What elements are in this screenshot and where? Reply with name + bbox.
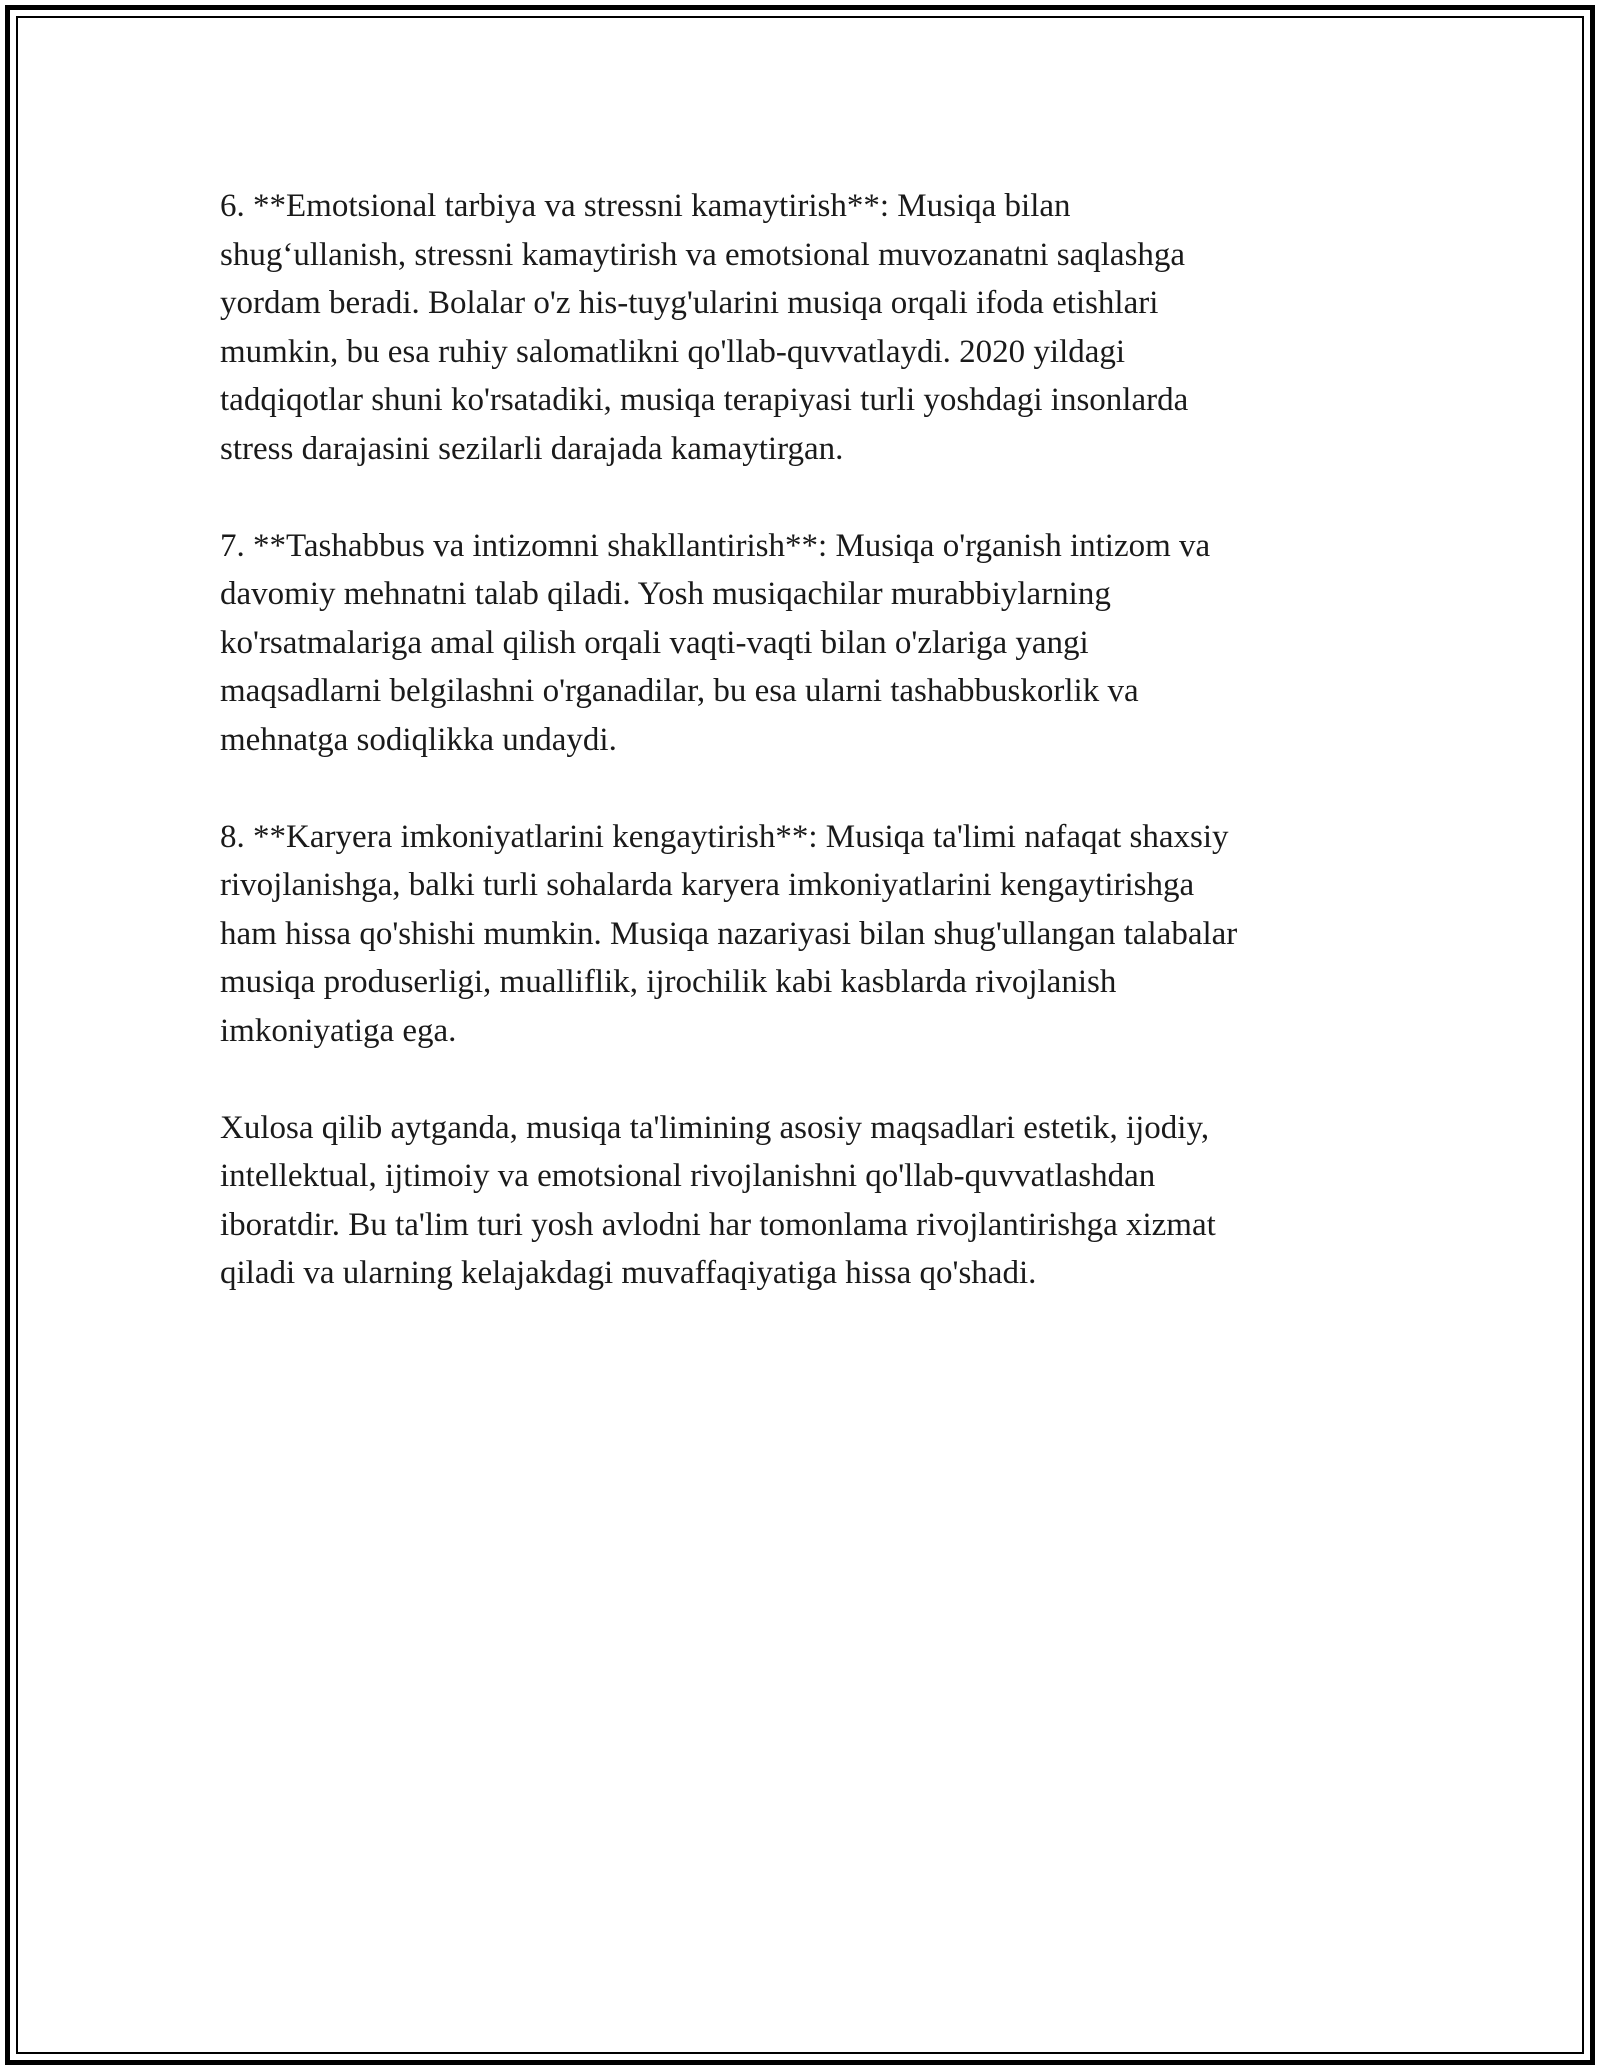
text-line: shug‘ullanish, stressni kamaytirish va emotsional muvozanatni saqlashga (220, 236, 1186, 273)
text-line: rivojlanishga, balki turli sohalarda karyera imkoniyatlarini kengaytirishga (220, 867, 1195, 903)
text-line: iboratdir. Bu ta'lim turi yosh avlodni har tomonlama rivojlantirishga xizmat (220, 1206, 1216, 1243)
paragraph-career-opportunities (220, 813, 1380, 1056)
text-line: maqsadlarni belgilashni o'rganadilar, bu esa ularni tashabbuskorlik va (220, 673, 1139, 709)
text-line: ko'rsatmalariga amal qilish orqali vaqti-vaqti bilan o'zlariga yangi (220, 624, 1089, 661)
text-line: mumkin, bu esa ruhiy salomatlikni qo'llab-quvvatlaydi. 2020 yildagi (220, 333, 1126, 370)
paragraph-emotional-education (220, 182, 1380, 473)
text-line: ham hissa qo'shishi mumkin. Musiqa nazariyasi bilan shug'ullangan talabalar (220, 915, 1238, 952)
paragraph-initiative-discipline (220, 522, 1380, 765)
text-line: 8. **Karyera imkoniyatlarini kengaytirish**: Musiqa ta'limi nafaqat shaxsiy (220, 818, 1229, 855)
text-line: 6. **Emotsional tarbiya va stressni kamaytirish**: Musiqa bilan (220, 188, 1071, 224)
paragraph-conclusion (220, 1104, 1380, 1298)
text-line: mehnatga sodiqlikka undaydi. (220, 721, 617, 758)
text-line: davomiy mehnatni talab qiladi. Yosh musiqachilar murabbiylarning (220, 576, 1111, 612)
text-line: 7. **Tashabbus va intizomni shakllantirish**: Musiqa o'rganish intizom va (220, 527, 1211, 564)
text-line: tadqiqotlar shuni ko'rsatadiki, musiqa terapiyasi turli yoshdagi insonlarda (220, 382, 1189, 418)
text-line: yordam beradi. Bolalar o'z his-tuyg'ularini musiqa orqali ifoda etishlari (220, 285, 1159, 321)
text-line: qiladi va ularning kelajakdagi muvaffaqiyatiga hissa qo'shadi. (220, 1255, 1037, 1291)
text-line: musiqa produserligi, mualliflik, ijrochilik kabi kasblarda rivojlanish (220, 964, 1117, 1000)
document-body (220, 182, 1380, 1346)
text-line: stress darajasini sezilarli darajada kamaytirgan. (220, 430, 844, 467)
text-line: imkoniyatiga ega. (220, 1012, 457, 1049)
text-line: intellektual, ijtimoiy va emotsional rivojlanishni qo'llab-quvvatlashdan (220, 1158, 1156, 1194)
text-line: Xulosa qilib aytganda, musiqa ta'limining asosiy maqsadlari estetik, ijodiy, (220, 1109, 1210, 1146)
